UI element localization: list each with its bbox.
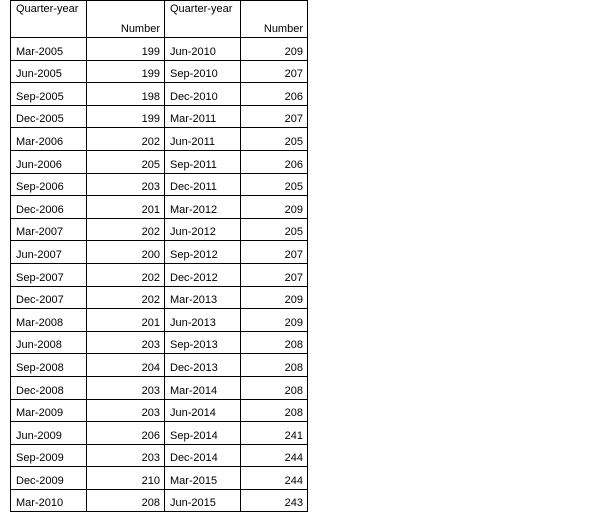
number-cell-left: 204 [87,354,165,377]
quarter-cell-left: Sep-2008 [11,354,87,377]
number-cell-right: 205 [241,173,308,196]
table-row [11,286,308,309]
table-row [11,105,308,128]
number-cell-left: 201 [87,196,165,219]
number-cell-left: 199 [87,38,165,61]
quarter-cell-left: Dec-2005 [11,105,87,128]
quarter-cell-left: Jun-2006 [11,150,87,173]
table-row [11,60,308,83]
number-cell-right: 241 [241,422,308,445]
number-cell-right: 207 [241,241,308,264]
quarter-cell-right: Jun-2015 [165,489,241,512]
quarter-cell-left: Mar-2009 [11,399,87,422]
number-cell-left: 203 [87,399,165,422]
table-row [11,263,308,286]
quarter-cell-left: Sep-2006 [11,173,87,196]
header-number-left: Number [87,1,165,38]
number-cell-right: 205 [241,218,308,241]
number-cell-right: 207 [241,105,308,128]
number-cell-right: 207 [241,60,308,83]
table-row [11,489,308,512]
number-cell-right: 205 [241,128,308,151]
quarter-cell-right: Dec-2014 [165,444,241,467]
table-row [11,128,308,151]
quarter-cell-right: Sep-2011 [165,150,241,173]
table-row [11,83,308,106]
header-row [11,1,308,38]
quarter-cell-left: Jun-2007 [11,241,87,264]
table-row [11,309,308,332]
number-cell-left: 202 [87,128,165,151]
quarter-cell-right: Mar-2014 [165,376,241,399]
quarter-cell-right: Mar-2015 [165,467,241,490]
quarter-cell-right: Jun-2014 [165,399,241,422]
header-quarter-year-right: Quarter-year [165,1,241,38]
number-cell-left: 206 [87,422,165,445]
number-cell-left: 202 [87,218,165,241]
quarter-cell-right: Jun-2013 [165,309,241,332]
table-row [11,331,308,354]
table-row [11,150,308,173]
quarter-cell-right: Dec-2010 [165,83,241,106]
number-cell-right: 244 [241,444,308,467]
number-cell-right: 208 [241,376,308,399]
number-cell-right: 244 [241,467,308,490]
number-cell-left: 203 [87,376,165,399]
number-cell-left: 200 [87,241,165,264]
quarter-cell-left: Jun-2008 [11,331,87,354]
quarter-cell-right: Sep-2010 [165,60,241,83]
number-cell-left: 201 [87,309,165,332]
header-quarter-year-left: Quarter-year [11,1,87,38]
quarter-cell-left: Sep-2005 [11,83,87,106]
quarter-cell-left: Mar-2007 [11,218,87,241]
table-row [11,444,308,467]
table-row [11,196,308,219]
quarter-cell-right: Jun-2011 [165,128,241,151]
number-cell-left: 203 [87,331,165,354]
number-cell-right: 209 [241,196,308,219]
number-cell-right: 207 [241,263,308,286]
table-row [11,38,308,61]
table-row [11,399,308,422]
number-cell-left: 210 [87,467,165,490]
number-cell-right: 208 [241,399,308,422]
number-cell-right: 209 [241,38,308,61]
quarter-cell-left: Jun-2005 [11,60,87,83]
quarter-cell-right: Sep-2013 [165,331,241,354]
quarter-cell-left: Mar-2005 [11,38,87,61]
quarter-cell-left: Sep-2009 [11,444,87,467]
quarter-cell-right: Mar-2013 [165,286,241,309]
header-number-right: Number [241,1,308,38]
number-cell-right: 243 [241,489,308,512]
number-cell-right: 208 [241,331,308,354]
quarter-cell-right: Dec-2011 [165,173,241,196]
number-cell-right: 208 [241,354,308,377]
number-cell-left: 199 [87,105,165,128]
quarter-cell-left: Mar-2008 [11,309,87,332]
table-row [11,241,308,264]
quarter-cell-left: Sep-2007 [11,263,87,286]
number-cell-left: 203 [87,173,165,196]
quarter-cell-left: Jun-2009 [11,422,87,445]
number-cell-left: 199 [87,60,165,83]
table-row [11,354,308,377]
table-row [11,376,308,399]
number-cell-right: 206 [241,83,308,106]
quarter-cell-right: Jun-2012 [165,218,241,241]
number-cell-right: 209 [241,286,308,309]
number-cell-left: 202 [87,286,165,309]
quarter-cell-right: Jun-2010 [165,38,241,61]
quarter-cell-right: Dec-2012 [165,263,241,286]
quarter-cell-right: Mar-2011 [165,105,241,128]
quarter-cell-left: Dec-2007 [11,286,87,309]
table-row [11,467,308,490]
table-row [11,422,308,445]
quarter-cell-right: Mar-2012 [165,196,241,219]
quarterly-number-table [10,0,308,512]
quarter-cell-right: Sep-2012 [165,241,241,264]
number-cell-right: 206 [241,150,308,173]
quarter-cell-left: Mar-2006 [11,128,87,151]
quarter-cell-left: Mar-2010 [11,489,87,512]
number-cell-left: 208 [87,489,165,512]
table-row [11,218,308,241]
quarter-cell-left: Dec-2008 [11,376,87,399]
number-cell-right: 209 [241,309,308,332]
number-cell-left: 203 [87,444,165,467]
quarter-cell-right: Sep-2014 [165,422,241,445]
number-cell-left: 205 [87,150,165,173]
quarter-cell-right: Dec-2013 [165,354,241,377]
table-body [11,38,308,512]
quarter-cell-left: Dec-2006 [11,196,87,219]
quarter-cell-left: Dec-2009 [11,467,87,490]
table-row [11,173,308,196]
number-cell-left: 202 [87,263,165,286]
number-cell-left: 198 [87,83,165,106]
